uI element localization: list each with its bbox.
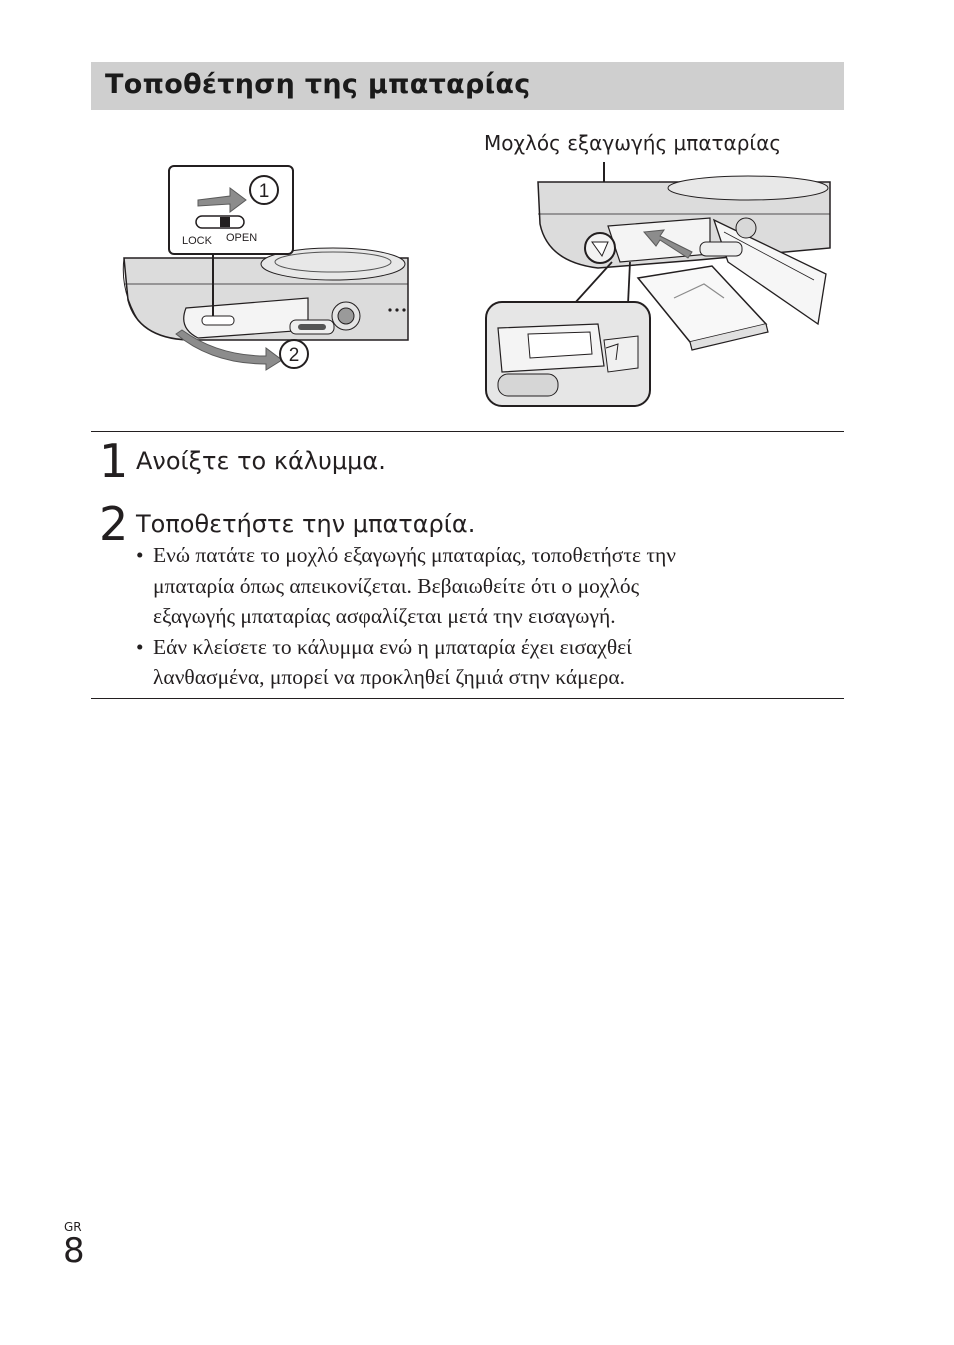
note-line: Ενώ πατάτε το μοχλό εξαγωγής μπαταρίας, τοποθετήστε την xyxy=(153,543,676,567)
step-2-notes xyxy=(136,540,836,693)
open-cover-drawing xyxy=(118,160,418,380)
section-header xyxy=(91,62,844,110)
divider-bottom xyxy=(91,698,844,699)
page-number: 8 xyxy=(63,1231,85,1271)
step-1-number: 1 xyxy=(99,434,129,488)
switch-open-label: OPEN xyxy=(226,232,258,244)
step-marker-1: 1 xyxy=(258,181,270,202)
insert-battery-drawing xyxy=(478,128,838,413)
insert-battery-illustration xyxy=(478,128,838,413)
note-line: εξαγωγής μπαταρίας ασφαλίζεται μετά την εισαγωγή. xyxy=(153,604,616,628)
page-language: GR xyxy=(64,1220,82,1234)
step-marker-2: 2 xyxy=(288,345,300,366)
bullet-mark: • xyxy=(136,543,144,567)
step-2-number: 2 xyxy=(99,497,129,551)
bullet-mark: • xyxy=(136,634,144,659)
note-line: Εάν κλείσετε το κάλυμμα ενώ η μπαταρία έχει εισαχθεί xyxy=(153,634,632,659)
divider-top xyxy=(91,431,844,432)
note-line: λανθασμένα, μπορεί να προκληθεί ζημιά στην κάμερα. xyxy=(153,665,626,689)
step-2-text: Τοποθετήστε την μπαταρία. xyxy=(136,510,476,538)
switch-lock-label: LOCK xyxy=(182,235,212,247)
step-1-text: Ανοίξτε το κάλυμμα. xyxy=(136,447,386,475)
note-item xyxy=(136,632,836,693)
open-cover-illustration xyxy=(118,160,418,380)
note-line: μπαταρία όπως απεικονίζεται. Βεβαιωθείτε ότι ο μοχλός xyxy=(153,573,640,598)
lever-label: Μοχλός εξαγωγής μπαταρίας xyxy=(484,131,782,155)
section-title: Τοποθέτηση της μπαταρίας xyxy=(105,69,531,100)
note-item xyxy=(136,540,836,632)
